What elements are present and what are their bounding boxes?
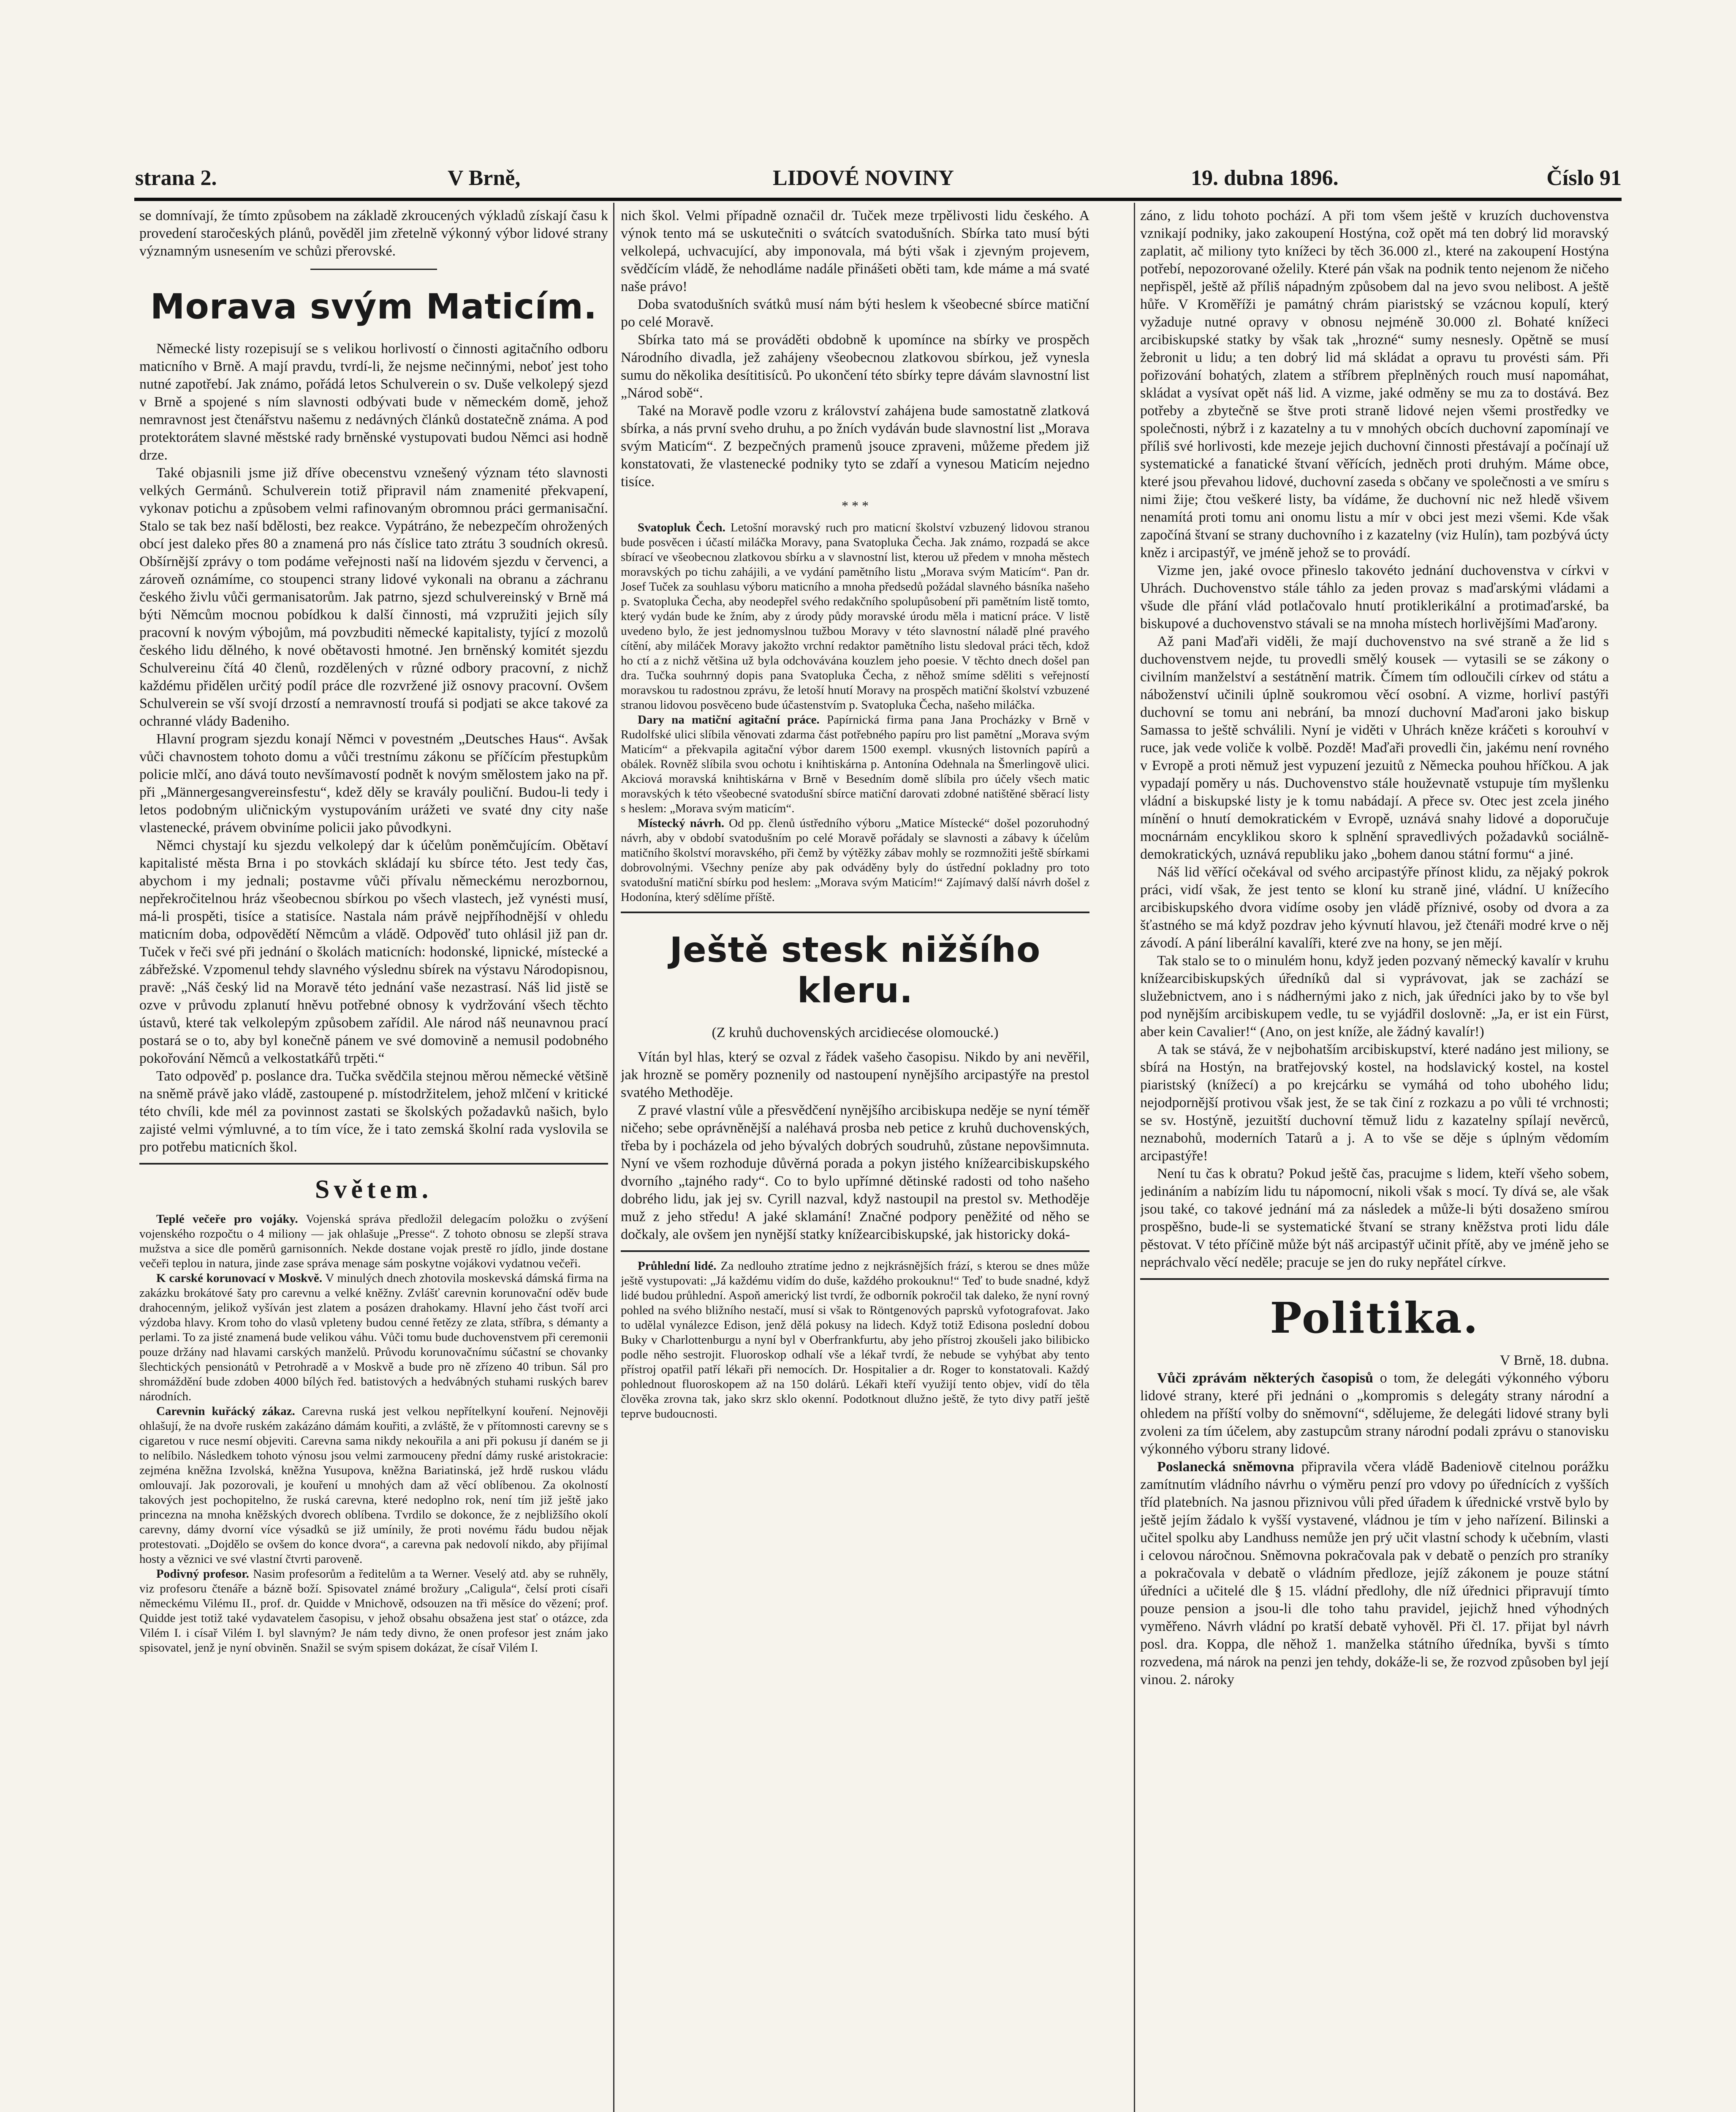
news-text: Letošní moravský ruch pro maticní školství vzbuzený lidovou stranou bude posvěcen i účastí miláčka Moravy, pana Svatopluka Čecha. Jak známo, rozpadá se akce sbírací ve všeobecnou zlatkovou sbírku a v slavnostní list, kterou už předem v mnoha městech moravských po tichu zahájili, a ve vydání pamětního listu „Morava svým Maticím“. Pan dr. Josef Tuček za souhlasu výboru maticního a mnoha předsedů požádal slavného básníka našeho p. Svatopluka Čecha, aby neodepřel svého redakčního spolupůsobení při pamětním listě tomto, který vydán bude ke žním, aby z úrody půdy moravské úrodu měla i maticní práce. V listě uvedeno bylo, že jest jednomyslnou tužbou Moravy v této slavnostní náladě plné pravého cítění, aby miláček Moravy jakožto vrchní redaktor pamětního listu sledoval práci těch, kdož ho ctí a z nichž většina už byla odchovávána kouzlem jeho poesie. V těchto dnech došel pan dra. Tučka souhrnný dopis pana Svatopluka Čecha, z něhož smíme sděliti s veřejností moravskou tu radostnou zprávu, že letoší hnutí Moravy na prospěch matiční školství vzbuzené stranou lidovou posvěceno bude účastenstvím p. Svatopluka Čecha, našeho miláčka. — [621, 521, 1089, 712]
paragraph: se domnívají, že tímto způsobem na základě zkroucených výkladů získají času k provedení staročeských plánů, pověděl jim zřetelně výkonný výbor lidové strany významným usnesením ve schůzi přerovské. — [139, 208, 608, 259]
paragraph: Tato odpověď p. poslance dra. Tučka svědčila stejnou měrou německé většině na sněmě právě jako vládě, zastoupené p. místodržitelem, jehož mlčení v kritické této chvíli, kde mél za povinnost zastati se školských požadavků našich, bylo zajisté velmi výmluvné, a to tím více, že i tato zemská školní rada vyslovila se pro potřebu maticních škol. — [139, 1068, 608, 1155]
news-headline: Teplé večeře pro vojáky. — [156, 1212, 298, 1226]
news-text: o tom, že delegáti výkonného výboru lidové strany, které při jednáni o „kompromis s delegáty strany národní a ohledem na příští volby do sněmovní“, sdělujeme, že delegáti lidové strany byli zvoleni za tím účelem, aby zastupcům strany národní podali zprávu o stanovisku výkonného výboru strany lidové. — [1140, 1370, 1609, 1457]
page-header — [135, 166, 1622, 195]
paragraph: Německé listy rozepisují se s velikou horlivostí o činnosti agitačního odboru maticního v Brně. A mají pravdu, tvrdí-li, že nejsme nečinnými, neboť jest toho nutné zapotřebí. Jak známo, pořádá letos Schulverein o sv. Duše velkolepý sjezd v Brně a spojené s ním slavnosti odbývati bude v německém domě, jehož nemravnost jest čtenářstvu našemu z nedávných článků dostatečně známa. A pod protektorátem slavné městské rady brněnské vystupovati budou Němci asi hodně drze. — [139, 341, 608, 463]
news-text: Carevna ruská jest velkou nepřítelkyní kouření. Nejnověji ohlašují, že na dvoře ruském zakázáno dámám kouřiti, a zvláště, že v přítomnosti carevny se s cigaretou v ruce nesmí objeviti. Carevna sama nikdy nekouřila a ani při pokusu jí daném se ji to nelíbilo. Následkem tohoto výnosu jsou velmi zarmouceny přední dámy ruské aristokracie: zejména kněžna Izvolská, kněžna Yusupova, kněžna Bariatinská, jež hrdě ruskou vládu omlouvají. Jak pozorovali, je kouření u mnohých dam až věcí oblíbenou. Za okolností takových jest pochopitelno, že ruská carevna, které nedoplno rok, není tím již ještě jako princezna na mnoha kněžských dvorech oblíbena. Tvrdilo se dokonce, že z nejbližšího okolí carevny, dámy dvorní více výsadků se již umínily, že proti novému řádu budou nějak protestovati. „Dojdělo se ovšem do konce dvora“, a carevna pak nedovolí nikdo, aby přijímal hosty a věznici ve své vlastní čtvrti paroveně. — [139, 1404, 608, 1566]
news-text: Vojenská správa předložil delegacím položku o zvýšení vojenského rozpočtu o 4 miliony — jak ohlašuje „Presse“. Z tohoto obnosu se zlepší strava mužstva a sice dle poměrů garnisonních. Nekde dostane vojak prestě ro jídlo, jinde dostane večeři teplou in natura, jinde zase správa menage sám poskytne vojákovi vydatnou večeři. — [139, 1212, 608, 1270]
news-section — [139, 1212, 608, 1655]
column-divider — [613, 203, 614, 2112]
news-headline: Průhlední lidé. — [638, 1259, 717, 1273]
paragraph: Němci chystají ku sjezdu velkolepý dar k účelům poněmčujícím. Obětaví kapitalisté města Brna i po stovkách skládají ku sbírce této. Jest tedy čas, abychom i my jednali; postavme vůči přívalu německému nerozbornou, nepřekročitelnou hráz všeobecnou sbírkou po všech vlastech, jež vynésti musí, má-li prospěti, tisíce a statisíce. Nastala nám právě nejpříhodnější v ohledu maticním doba, odpovědětí Němcům a vládě. Odpověď tuto ohlásil již pan dr. Tuček v řeči své při jednání o školách maticních: hodonské, lipnické, místecké a zábřežské. Vzpomenul tehdy slavného výslednu sbírek na výstavu Národopisnou, pravě: „Náš český lid na Moravě této jednání vaše nezastrasí. Náš lid jistě se ozve v průvodu zplanutí hněvu potřebné obnosy k vydržování všech těchto ústavů, které tak velkolepým způsobem zařídil. Ale národ náš neunavnou prací postará se o to, aby byl konečně pánem ve své domovině a nemusil podobného pokořování Němců a velkostatkářů trpěti.“ — [139, 838, 608, 1066]
news-text: Nasim profesorům a ředitelům a ta Werner. Veselý atd. aby se ruhněly, viz profesoru čtenáře a bázně boží. Spisovatel známé brožury „Caligula“, čelsí proti císaři německému Vilému II., prof. dr. Quidde v Mnichově, odsouzen na tři měsíce do vězení; prof. Quidde jest totiž také vydavatelem časopisu, v jehož obsahu obsažena jest stať o otázce, zda Vilém I. i císař Vilém I. byl slavným? Je nám tedy divno, že onen profesor jest znám jako spisovatel, jenž je nyní obviněn. Snažil se svým spisem dokázat, že císař Vilém I. — [139, 1567, 608, 1655]
news-text: připravila včera vládě Badeniově citelnou porážku zamítnutím vládního návrhu o výměru penzí pro vdovy po úřednících z vyšších tříd platebních. Na jasnou přiznivou vůli před úřadem k úřednické vrstvě bylo by ještě jejím žádalo k vyšší vystavené, vládnou je tím v jeho nařízení. Bilinski a učitel spolku aby Landhuss nemůže jen prý učit vlastní schody k učebním, vlasti i celovou náročnou. Sněmovna pokračovala pak v debatě o penzích pro straníky a pokračovala v debatě o vládním předloze, jejíž zákonem je pouze státní úředníci a učitelé dle § 15. vládní předlohy, dle níž úřednici připravují tímto pouze pension a jsou-li dle toho tahu pravidel, jejichž hned výhodných vyměřeno. Návrh vládní po kratší debatě vyhověl. Při čl. 17. přijat byl návrh posl. dra. Koppa, dle něhož 1. manželka státního úředníka, byvši s tímto rozvedena, má nárok na penzi jen tehdy, dokáže-li se, že rozvod způsoben byl její vinou. 2. nároky — [1140, 1459, 1609, 1687]
paragraph: Také objasnili jsme již dříve obecenstvu vznešený význam této slavnosti velkých Germánů. Schulverein totiž připravil nám znamenité překvapení, vykonav potichu a způsobem velmi rafinovaným obromnou práci germanisační. Stalo se tak bez naší bdělosti, bez reakce. Vypátráno, že nebezpečím ohrožených obcí jest daleko přes 80 a znamená pro nás číslice tato ztrátu 3 soudních okresů. Obšírnější zprávy o tom podáme veřejnosti naší na lidovém sjezdu v červenci, a zároveň oznámíme, co stoupenci strany lidové vykonali na obranu a záchranu českého živlu vůči germanisatorům. Jak patrno, sjezd schulvereinský v Brně má býti Němcům mocnou pobídkou k další činnosti, má vzpružiti jejich síly pracovní k novým výbojům, má povzbuditi německé kapitalisty, tyjící z mozolů českého lidu dělného, k nové obětavosti hmotné. Jen brněnský komitét sjezdu Schulvereinu čítá 40 členů, rozdělených v různé odbory pracovní, z nichž každému přidělen určitý podíl práce dle rozvržené již osnovy pracovní. Ovšem Schulverein se vší svojí drzostí a nemravností troufá si podjati se akce takové za ochranné vlády Badeniho. — [139, 465, 608, 729]
column-3 — [1140, 207, 1609, 2112]
place: V Brně, — [448, 166, 521, 190]
news-section — [621, 1259, 1089, 1421]
paragraph: Sbírka tato má se prováděti obdobně k upomínce na sbírky ve prospěch Národního divadla, jež zahájeny všeobecnou zlatkovou sbírkou, jež vynesla sumu do několika desítitisíců. Po ukončení této sbírky tepre dávám slavnostní list „Národ sobě“. — [621, 332, 1089, 401]
masthead: LIDOVÉ NOVINY — [773, 166, 954, 190]
paragraph: Tak stalo se to o minulém honu, když jeden pozvaný německý kavalír v kruhu knížearcibiskupských úředníků dal si vyprávovat, jak se zachází se služebnictvem, ano i s nádhernými jako z nich, jak úředníci jako by to vše byl pod nynějším arcibiskupem vedle, tu se vyjádřil doslovně: „Ja, er ist ein Fürst, aber kein Cavalier!“ (Ano, on jest kníže, ale žádný kavalír!) — [1140, 953, 1609, 1040]
news-text: V minulých dnech zhotovila moskevská dámská firma na zakázku brokátové šaty pro carevnu a velké kněžny. Zvlášť carevnin korunovační oděv bude drahocenným, jelikož vyšíván jest zlatem a posázen drahokamy. Hlavní jeho část tvoří arci výzdoba hlavy. Krom toho do vlasů vpleteny budou cenné řetězy ze zlata, stříbra, s démanty a perlami. To za jisté znamená bude velikou váhu. Vůči tomu bude duchovenstvem při ceremonii pouze držány nad hlavami carských manželů. Průvodu korunovačnímu súčastní se chovanky šlechtických pensionátů v Petrohradě a v Moskvě a bude pro ně zřízeno 40 tribun. Sál pro shromáždění bude zdoben 4000 bílých řed. batistových a hedvábných stuhami ruských barev národních. — [139, 1271, 608, 1403]
paragraph: nich škol. Velmi případně označil dr. Tuček meze trpělivosti lidu českého. A výnok tento má se uskutečniti o svátcích svatodušních. Sbírka tato musí býti velkolepá, uchvacující, aby imponovala, má býti však i zjevným projevem, svědčícím vládě, že nehodláme nadále přinášeti oběti tam, kde máme a má svaté naše právo! — [621, 208, 1089, 294]
article-subtitle: (Z kruhů duchovenských arcidiecése olomoucké.) — [712, 1025, 999, 1040]
paragraph: Hlavní program sjezdu konají Němci v povestném „Deutsches Haus“. Avšak vůči chavnostem tohoto domu a vůči trestnímu zákonu se příčícím přestupkům policie mlčí, ano dává touto nevšímavostí podnět k novým smělostem jako na př. při „Männergesangvereinsfestu“, kdež děly se kravály pouliční. Budou-li tedy i letos podobným uličnickým vystupováním urážeti ve svaté dny city naše vlastenecké, právem obviníme policii jako původkyni. — [139, 731, 608, 836]
section-title: Politika. — [1270, 1293, 1479, 1343]
news-text: Za nedlouho ztratíme jedno z nejkrásnějších frází, s kterou se dnes může ještě vystupovati: „Já každému vidím do duše, každého prokouknu!“ Teď to bude snadné, když lidé budou průhlední. Aspoň americký list tvrdí, že odborník pokročil tak daleko, že nyní rovný pohled na svého bližního nestačí, musí si však to Röntgenových paprsků vyfotografovat. Jako to udělal vynálezce Edison, jenž dělá pokusy na lidech. Když totiž Edisona poslední dobou Buky v Charlottenburgu a nyní byl v Oberfrankfurtu, aby jeho přístroj zkoušeli jako bilibicko podle něho sestrojit. Fluoroskop odhalí vše a lékař tvrdí, že nebude se vyhýbat aby tento přístroj opatřil patří lékaři při nemocích. Dr. Hospitalier a dr. Roger to konstatovali. Každý pohlednout fluoroskopem až na 150 dolárů. Lékaři kteří využijí tento objev, vidí do těla člověka zrovna tak, jako skrz sklo okenní. Podotknout dlužno ještě, že tyto divy patří ještě teprve budoucnosti. — [621, 1259, 1089, 1421]
paragraph: Vizme jen, jaké ovoce přineslo takovéto jednání duchovenstva v církvi v Uhrách. Duchovenstvo stále táhlo za jeden provaz s maďarskými vládami a všude dle přání vlád potlačovalo hnutí protiklerikální a protimaďarské, ba biskupové a duchovenstvo stávali se na mnoha místech horlivějšími Maďarony. — [1140, 563, 1609, 631]
issue-number: Číslo 91 — [1546, 166, 1622, 190]
news-headline: Carevnin kuřácký zákaz. — [156, 1404, 295, 1418]
news-headline: Svatopluk Čech. — [638, 521, 725, 534]
paragraph: A tak se stává, že v nejbohatším arcibiskupství, které nadáno jest miliony, se sbírá na Hostýn, na bratřejovský kostel, na hodslavický kostel, na kostel piaristský (knížecí) a po krejcárku se vymáhá od toho ubohého lidu; nejodpornější protivou však jest, že se tak činí z rozkazu a po vůli té vrchnosti; se sv. Hostýně, jezuitští duchovní těmuž lidu z kazatelny spílají nevěrců, neznabohů, moderních Tatarů a j. A to vše se děje s úplným vědomím arcipastýře! — [1140, 1042, 1609, 1164]
news-text: Od pp. členů ústředního výboru „Matice Místecké“ došel pozoruhodný návrh, aby v období svatodušním po celé Moravě pořádaly se slavnosti a zábavy k účelům matičního školství moravského, při čemž by výtěžky zábav mohly se rozmnožiti ještě sbírkami dobrovolnými. Všechny peníze aby pak odváděny byly do ústřední pokladny pro toto svatodušní matiční sbírku pod heslem: „Morava svým Maticím!“ Zajímavý další návrh došel z Hodonína, který sdělíme příště. — [621, 816, 1089, 904]
news-headline: Dary na matiční agitační práce. — [638, 713, 820, 727]
paragraph: Doba svatodušních svátků musí nám býti heslem k všeobecné sbírce matiční po celé Moravě. — [621, 297, 1089, 330]
paragraph: Náš lid věřící očekával od svého arcipastýře přínost klidu, za nějaký pokrok práci, vidí však, že jest tento se kloní ku straně jiné, vládní. U knížecího arcibiskupského dvora vidíme osoby jen vládě příznivé, osoby od dvora a za šťastného se má když pozdrav jeho kývnutí hlavou, jež čtenáři modré krve o něj závodí. A pání liberální kavalíři, které zve na hony, se jen mějí. — [1140, 864, 1609, 951]
paragraph: Až pani Maďaři viděli, že mají duchovenstvo na své straně a že lid s duchovenstvem nejde, tu provedli smělý kousek — vytasili se se zákony o civilním manželství a sestátnění matrik. Čímem tím odloučili církev od státu a náboženství učinili úplně soukromou věcí osobní. A vizme, horliví pastýři duchovní se tomu ani nebrání, ba mnozí duchovní Maďaroni jako biskup Samassa to ještě schválili. Nyní je viděti v Uhrách kněze kráčeti s korouhví v ruce, jak vede voliče k volbě. Pozdě! Maďaři provedli čin, jakému není rovného v Evropě a proti němuž jest vypuzení jezuitů z Německa pouhou hříčkou. A jak vypadají poměry u nás. Duchovenstvo stále houževnatě vstupuje tím myšlenku vládní a biskupské listy je k tomu nabádají. A přece sv. Otec jest zcela jiného mínění o hnutí demokratickém v Evropě, uznává snahy lidové a doporučuje mocnárnám encyklikou skoro k splnění spravedlivých požadavků sociálně-demokratických, uznává republiku jako „bohem danou státní formu“ a jiné. — [1140, 634, 1609, 862]
news-text: Papírnická firma pana Jana Procházky v Brně v Rudolfské ulici slíbila věnovati zdarma část potřebného papíru pro list pamětní „Morava svým Maticím“ a překvapila agitační výbor darem 1500 exempl. vkusných listovních papírů a obálek. Rovněž slíbila svou ochotu i knihtiskárna p. Antonína Odehnala na Šmerlingově ulici. Akciová moravská knihtiskárna v Brně v Besedním domě slíbila pro účely všech matic moravských k této všeobecné svatodušní sbírce matiční darovati zdobné natištěné sběrací listy s heslem: „Morava svým maticím“. — [621, 713, 1089, 815]
divider — [1140, 1278, 1609, 1280]
news-headline: Poslanecká sněmovna — [1157, 1459, 1294, 1475]
column-2 — [621, 207, 1089, 2112]
paragraph: Z pravé vlastní vůle a přesvědčení nynějšího arcibiskupa neděje se nyní téměř ničeho; sebe oprávněnější a naléhavá prosba neb petice z kruhů duchovenských, třeba by i pocházela od jeho bývalých dobrých soudruhů, zůstane nepovšimnuta. Nyní ve všem rozhoduje důvěrná porada a pokyn jistého knížearcibiskupského dvorního „tajného rady“. Co to bylo upřímné dětinské radosti od toho našeho dobrého lidu, jak jej sv. Cyrill nazval, když nastoupil na prestol sv. Methoděje muž z jeho středu! A jaké sklamání! Značné podpory peněžité od něho se dočkaly, ale ovšem jen nynější statky knížearcibiskupské, jak historicky doká- — [621, 1102, 1089, 1242]
news-headline: Místecký návrh. — [638, 816, 725, 830]
page-label: strana 2. — [135, 166, 217, 190]
dateline: V Brně, 18. dubna. — [1500, 1353, 1609, 1368]
paragraph: záno, z lidu tohoto pochází. A při tom všem ještě v kruzích duchovenstva vznikají podniky, jako zakoupení Hostýna, což opět má ten dobrý lid moravský zaplatit, ač miliony tyto knížeci by těch 36.000 zl., které na zakoupení Hostýna potřebí, nepozorované oželily. Které pán však na podnik tento nejenom že ničeho nepřispěl, ještě až příliš nápadným způsobem dal na jevo svou nelibost. A ještě hůře. V Kroměříži je památný chrám piaristský se vzácnou kopulí, který vyžaduje nutné opravy v obnosu nejméně 30.000 zl. Bohaté knížeci arcibiskupské statky by však tak „hrozné“ sumy nesnesly. Opětně se musí žebronit u lidu; a ten dobrý lid má skládat a opravu tu provésti sám. Při pořizování bohatých, zlatem a stříbrem přeplněných rouch musí napomáhat, skládat a vysívat opět náš lid. A vizme, jaké odměny se mu za to dostává. Bez potřeby a zbytečně se štve proti straně lidové nejen všemi prostředky ve společnosti, nýbrž i z kazatelny a tu v mnohých obcích duchovní zapomínají ve příliš své horlivosti, kde mezeje jejich duchovní činnosti přestávají a počínají už systematické a fanatické štvaní věřících, jedněch proti druhým. Máme obce, které jsou převahou lidové, duchovní zaseda s občany ve společnosti a ve smíru s nimi žije; čtou veškeré listy, ba vídáme, že duchovní nic než hledě všivem nenamítá proti tomu ani onomu listu a mír v obci jest mezi všemi. Kde však započíná štvaní se strany duchovního i z kazatelny (viz Hulín), tam pozbývá úcty kněz i arcipastýř, ve jméně jehož se to provádí. — [1140, 208, 1609, 561]
news-headline: Podivný profesor. — [156, 1567, 249, 1581]
article-title: Morava svým Maticím. — [150, 287, 598, 327]
issue-date: 19. dubna 1896. — [1191, 166, 1339, 190]
paragraph: Není tu čas k obratu? Pokud ještě čas, pracujme s lidem, kteří všeho sobem, jedináním a nabízím lidu tu nápomocní, nikoli však s mocí. Ty dívá se, ale však jsou také, co takové jednání má za následek a může-li býti dosaženo smírou prospěšno, bude-li se systematické štvaní se strany kněžstva proti lidu dále pěstovat. V této příčině může být náš arcipastýř učinit přítě, aby ve jméně jeho se nepráchvalo věcí neděle; pracuje se jen do ruky nepřátel církve. — [1140, 1166, 1609, 1270]
header-rule — [134, 198, 1622, 201]
news-section — [621, 520, 1089, 905]
news-headline: K carské korunovací v Moskvě. — [156, 1271, 323, 1285]
divider — [310, 269, 437, 270]
column-divider — [1134, 203, 1135, 2112]
divider — [621, 912, 1089, 913]
paragraph: Také na Moravě podle vzoru z království zahájena bude samostatně zlatková sbírka, a nás první sveho druhu, a po žních vydáván bude slavnostní list „Morava svým Maticím“. Z bezpečných pramenů jsouce zpraveni, můžeme předem již konstatovati, že vlastenecké podniky tyto se zdaří a vynesou Maticím nejedno tisíce. — [621, 403, 1089, 490]
news-headline: Vůči zprávám některých časopisů — [1157, 1370, 1373, 1386]
separator-stars: * * * — [842, 498, 869, 513]
divider — [621, 1250, 1089, 1252]
paragraph: Vítán byl hlas, který se ozval z řádek vašeho časopisu. Nikdo by ani nevěřil, jak hrozně se poměry poznenily od nastoupení nynějšího arcipastýře na prestol svatého Methoděje. — [621, 1049, 1089, 1100]
column-1 — [139, 207, 608, 2112]
divider — [139, 1163, 608, 1165]
section-title: Světem. — [315, 1175, 433, 1204]
article-title: Ještě stesk nižšího kleru. — [669, 930, 1041, 1011]
